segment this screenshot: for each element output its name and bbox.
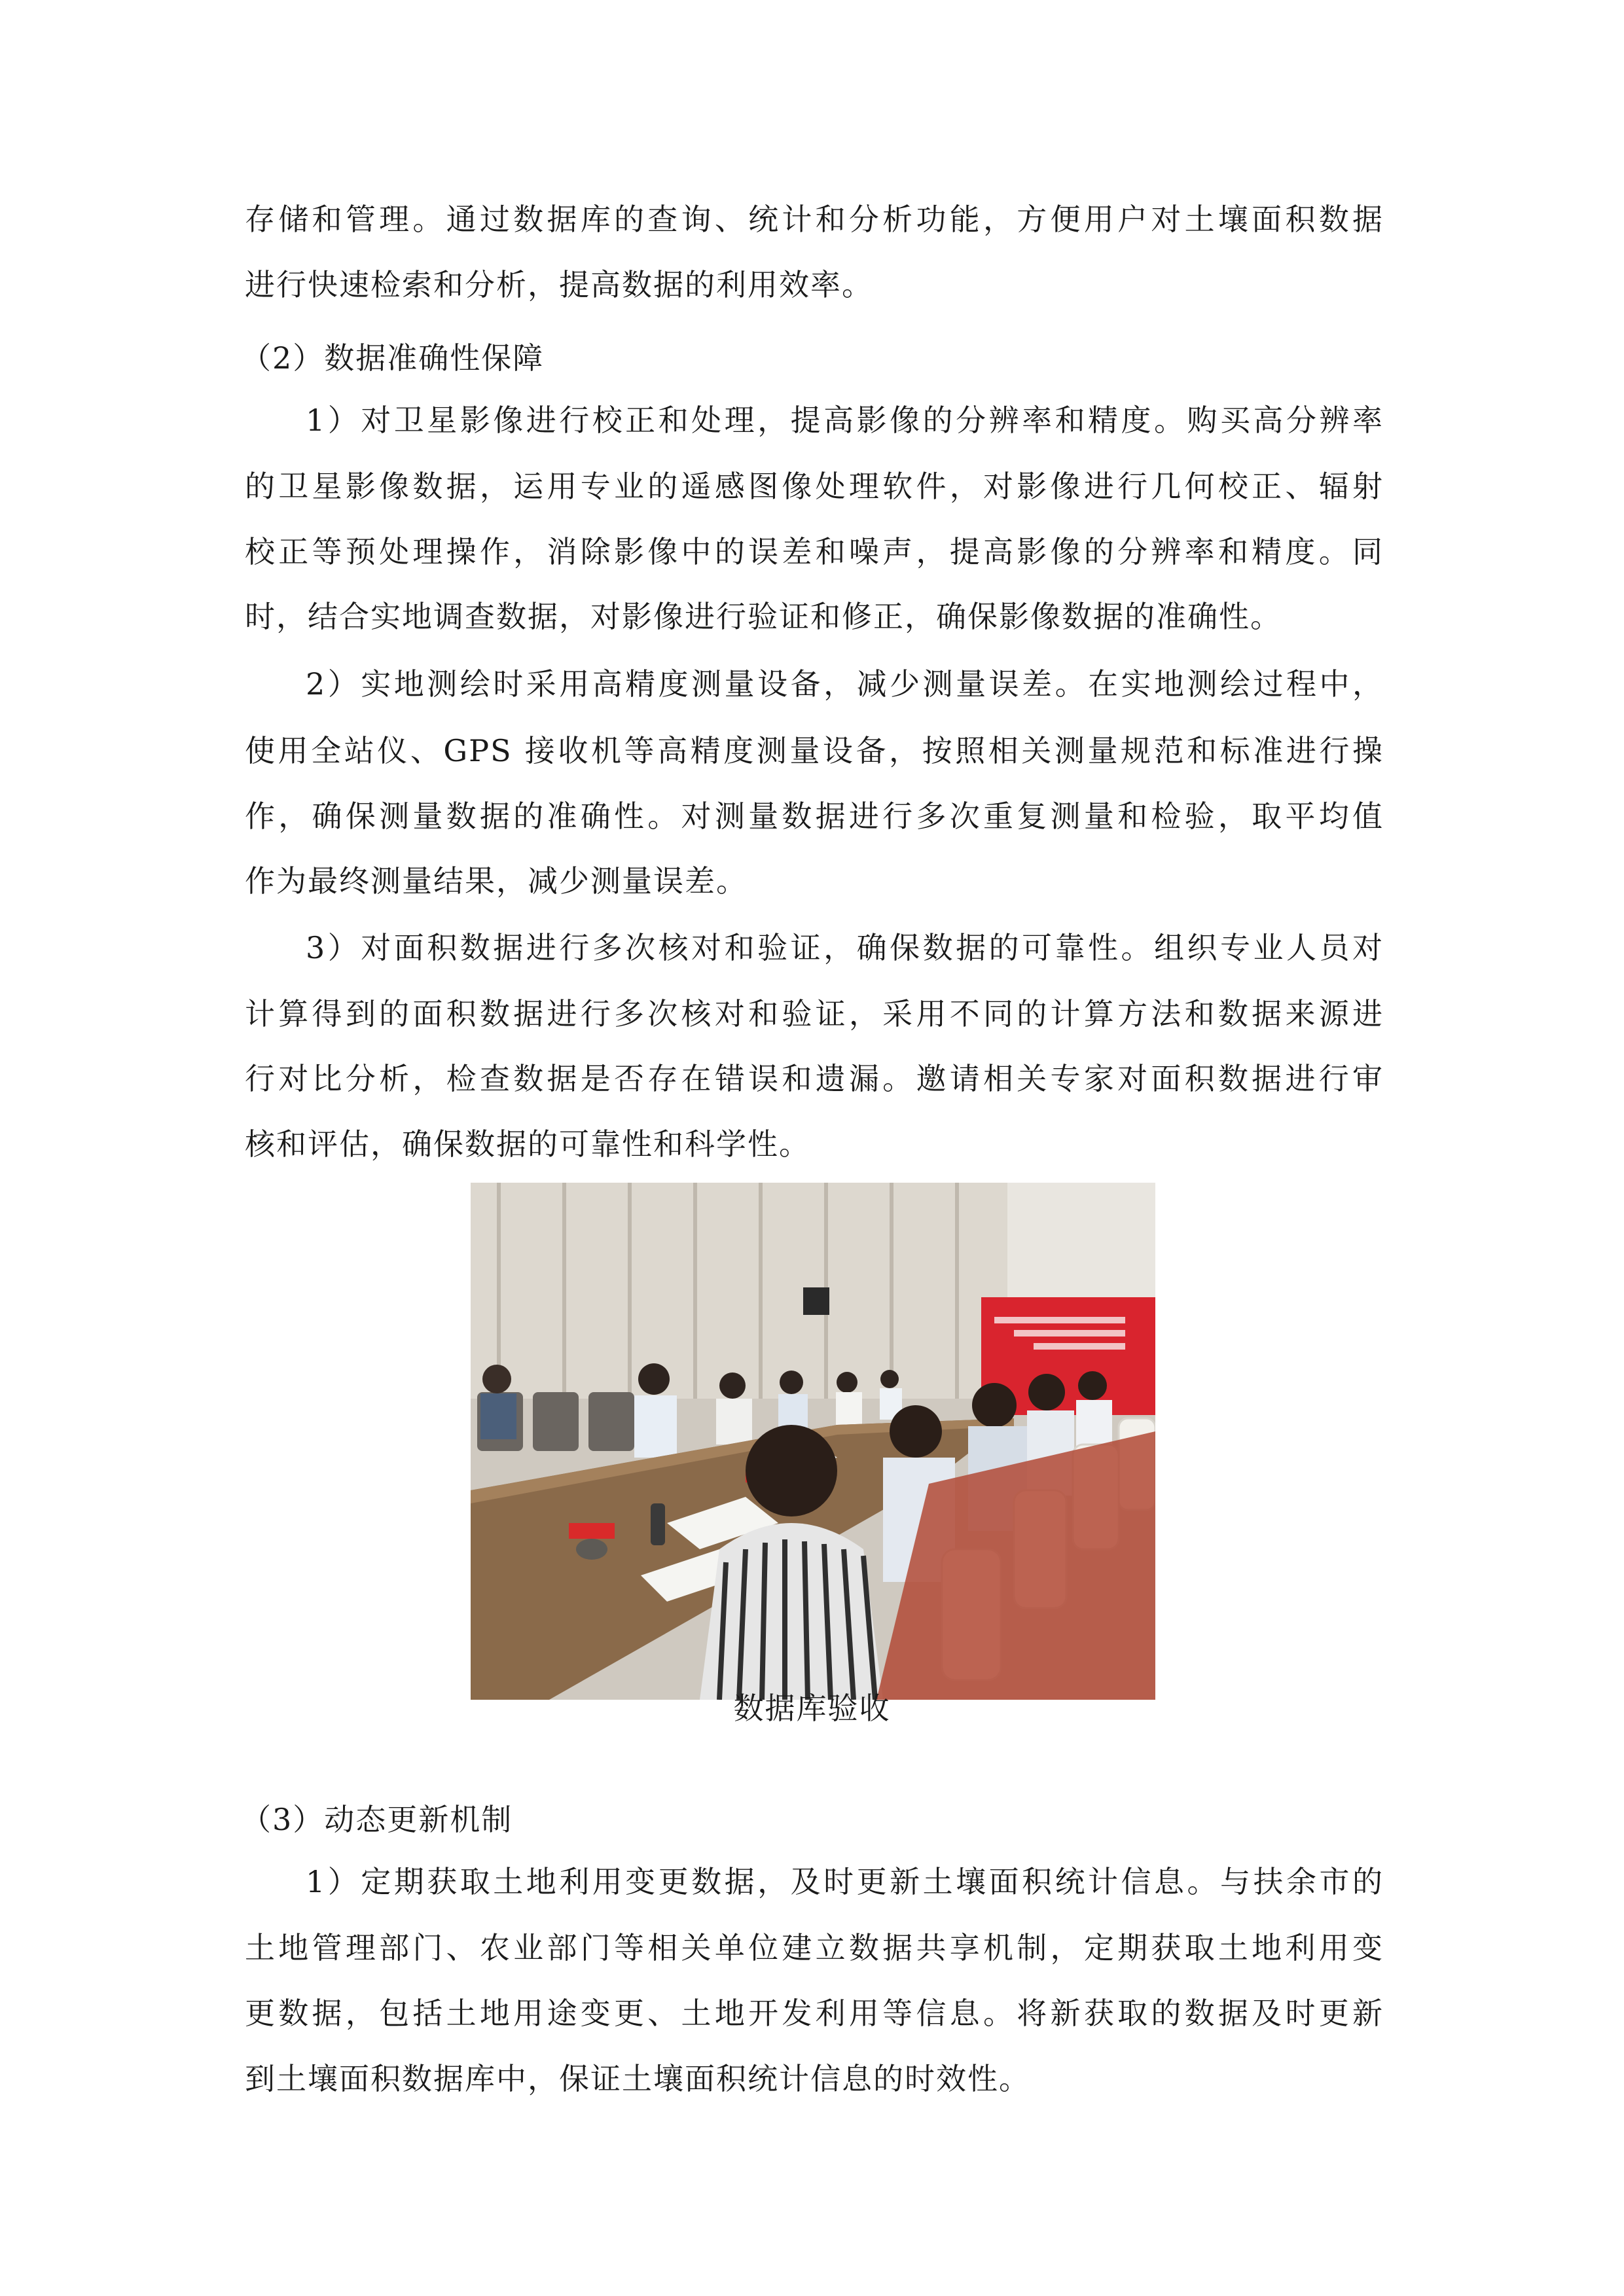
meeting-photo bbox=[471, 1183, 1155, 1700]
section-heading: （3）动态更新机制 bbox=[241, 1802, 513, 1837]
paragraph-line: 行对比分析，检查数据是否存在错误和遗漏。邀请相关专家对面积数据进行审 bbox=[245, 1061, 1384, 1096]
paragraph-line: 1）定期获取土地利用变更数据，及时更新土壤面积统计信息。与扶余市的 bbox=[306, 1864, 1384, 1899]
paragraph-line: 到土壤面积数据库中，保证土壤面积统计信息的时效性。 bbox=[245, 2061, 1030, 2096]
paragraph-line: 作，确保测量数据的准确性。对测量数据进行多次重复测量和检验，取平均值 bbox=[245, 798, 1384, 834]
paragraph-line: 使用全站仪、GPS 接收机等高精度测量设备，按照相关测量规范和标准进行操 bbox=[245, 733, 1384, 768]
paragraph-line: 的卫星影像数据，运用专业的遥感图像处理软件，对影像进行几何校正、辐射 bbox=[245, 469, 1384, 504]
paragraph-line: 计算得到的面积数据进行多次核对和验证，采用不同的计算方法和数据来源进 bbox=[245, 996, 1384, 1031]
paragraph-line: 土地管理部门、农业部门等相关单位建立数据共享机制，定期获取土地利用变 bbox=[245, 1930, 1384, 1965]
paragraph-line: 存储和管理。通过数据库的查询、统计和分析功能，方便用户对土壤面积数据 bbox=[245, 202, 1384, 237]
paragraph-line: 1）对卫星影像进行校正和处理，提高影像的分辨率和精度。购买高分辨率 bbox=[306, 403, 1384, 438]
section-heading: （2）数据准确性保障 bbox=[241, 340, 545, 376]
paragraph-line: 核和评估，确保数据的可靠性和科学性。 bbox=[245, 1126, 810, 1162]
paragraph-line: 时，结合实地调查数据，对影像进行验证和修正，确保影像数据的准确性。 bbox=[245, 599, 1282, 634]
paragraph-line: 作为最终测量结果，减少测量误差。 bbox=[245, 863, 748, 899]
paragraph-line: 更数据，包括土地用途变更、土地开发利用等信息。将新获取的数据及时更新 bbox=[245, 1996, 1384, 2031]
figure-caption: 数据库验收 bbox=[733, 1691, 891, 1726]
paragraph-line: 2）实地测绘时采用高精度测量设备，减少测量误差。在实地测绘过程中， bbox=[306, 666, 1384, 702]
paragraph-line: 进行快速检索和分析，提高数据的利用效率。 bbox=[245, 267, 873, 302]
paragraph-line: 3）对面积数据进行多次核对和验证，确保数据的可靠性。组织专业人员对 bbox=[306, 930, 1384, 965]
paragraph-line: 校正等预处理操作，消除影像中的误差和噪声，提高影像的分辨率和精度。同 bbox=[245, 534, 1384, 569]
